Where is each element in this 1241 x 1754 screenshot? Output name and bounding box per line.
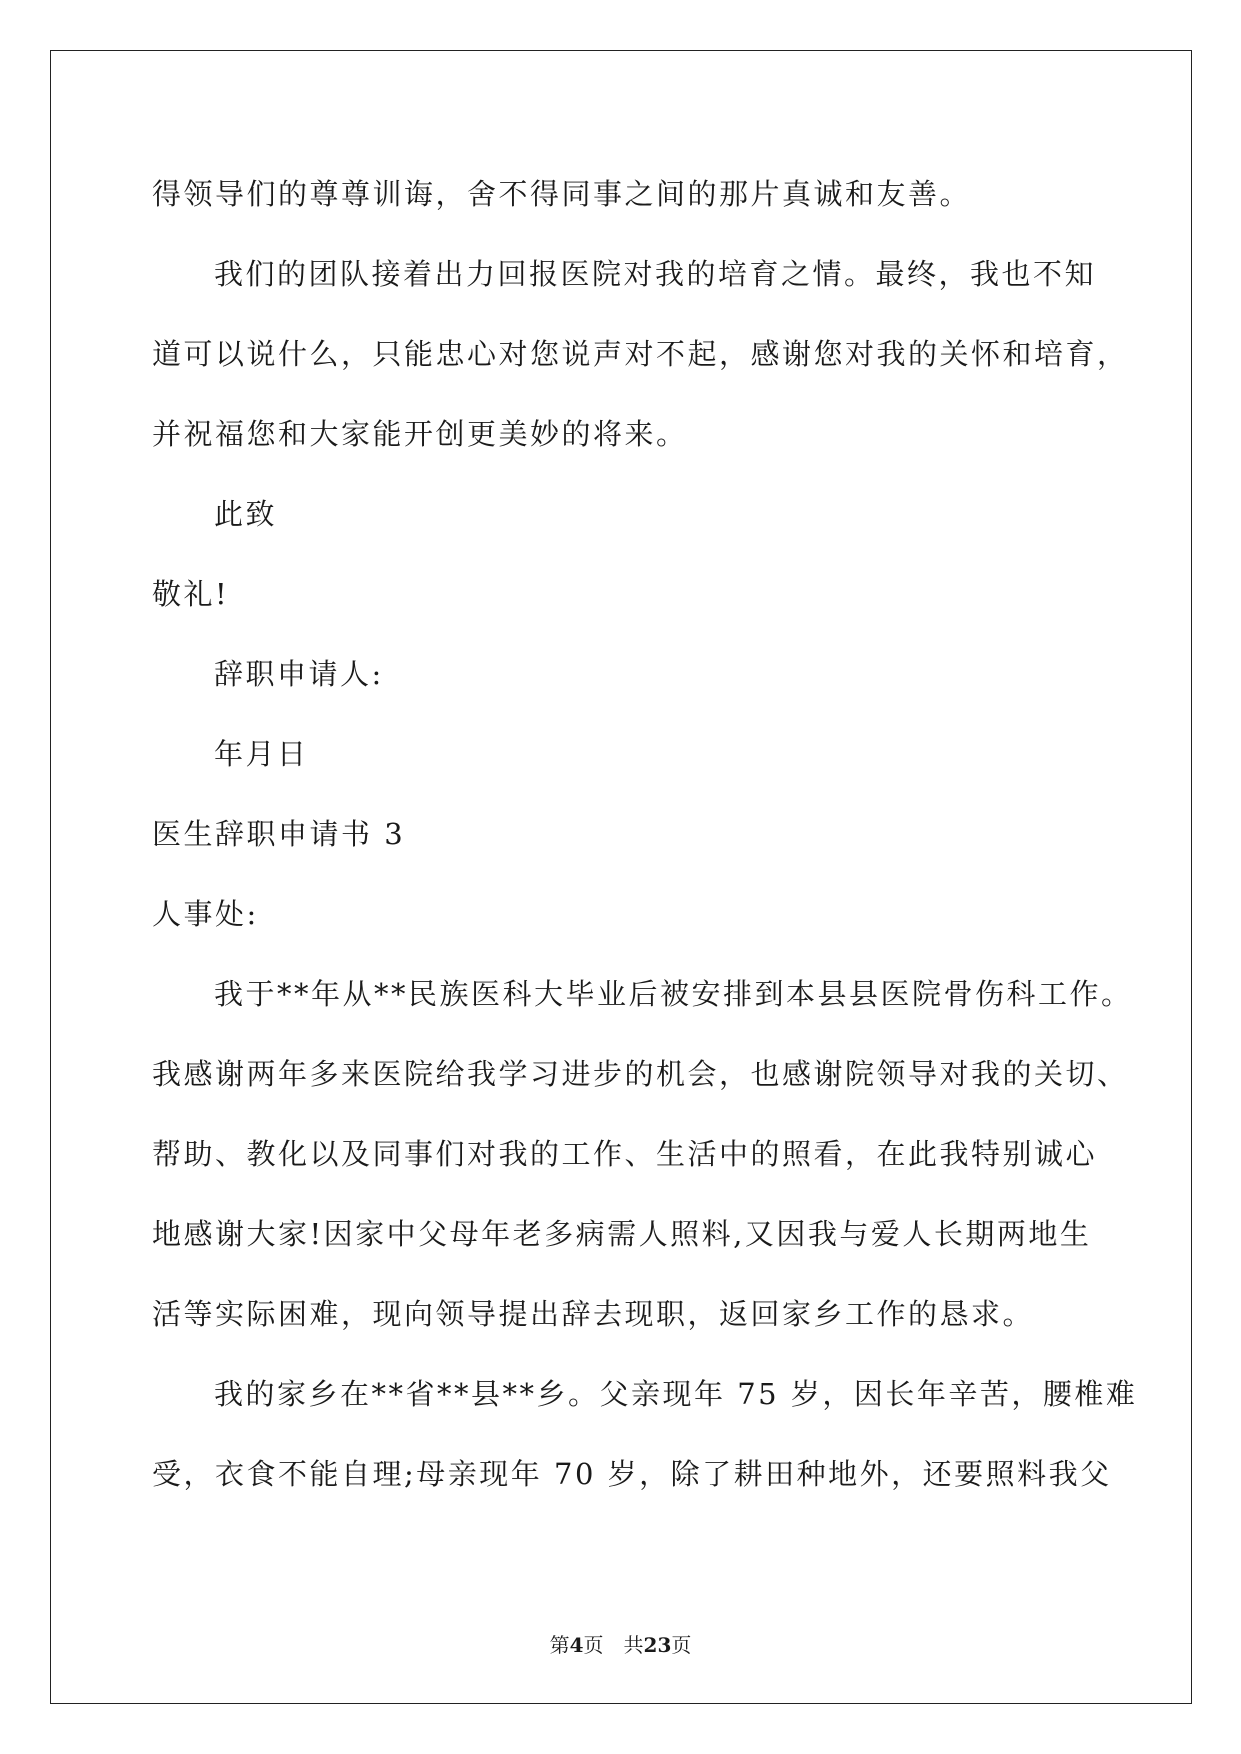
text-line: 活等实际困难，现向领导提出辞去现职，返回家乡工作的恳求。 <box>152 1297 1035 1331</box>
text-line: 得领导们的尊尊训诲，舍不得同事之间的那片真诚和友善。 <box>152 177 972 211</box>
text-line: 道可以说什么，只能忠心对您说声对不起，感谢您对我的关怀和培育， <box>152 337 1129 371</box>
text-line: 地感谢大家!因家中父母年老多病需人照料,又因我与爱人长期两地生 <box>152 1217 1092 1251</box>
text-line: 帮助、教化以及同事们对我的工作、生活中的照看，在此我特别诚心 <box>152 1137 1098 1171</box>
section-title: 医生辞职申请书 3 <box>152 817 406 851</box>
text-line: 我的家乡在**省**县**乡。父亲现年 75 岁，因长年辛苦，腰椎难 <box>214 1377 1138 1411</box>
salutation-line: 此致 <box>214 497 278 531</box>
page-footer <box>0 1632 1241 1658</box>
text-line: 我感谢两年多来医院给我学习进步的机会，也感谢院领导对我的关切、 <box>152 1057 1129 1091</box>
text-line: 我于**年从**民族医科大毕业后被安排到本县县医院骨伤科工作。 <box>214 977 1133 1011</box>
date-line: 年月日 <box>214 737 309 771</box>
text-line: 并祝福您和大家能开创更美妙的将来。 <box>152 417 688 451</box>
signature-line: 辞职申请人: <box>214 657 384 691</box>
total-pages-number: 23 <box>643 1633 672 1657</box>
recipient-line: 人事处: <box>152 897 259 931</box>
footer-total-suffix: 页 <box>671 1633 692 1657</box>
current-page-number: 4 <box>569 1633 584 1657</box>
text-line: 我们的团队接着出力回报医院对我的培育之情。最终，我也不知 <box>214 257 1097 291</box>
footer-total-prefix: 共 <box>623 1633 644 1657</box>
footer-page-suffix: 页 <box>583 1633 604 1657</box>
footer-prefix: 第 <box>549 1633 570 1657</box>
closing-line: 敬礼! <box>152 577 230 611</box>
text-line: 受，衣食不能自理;母亲现年 70 岁，除了耕田种地外，还要照料我父 <box>152 1457 1112 1491</box>
